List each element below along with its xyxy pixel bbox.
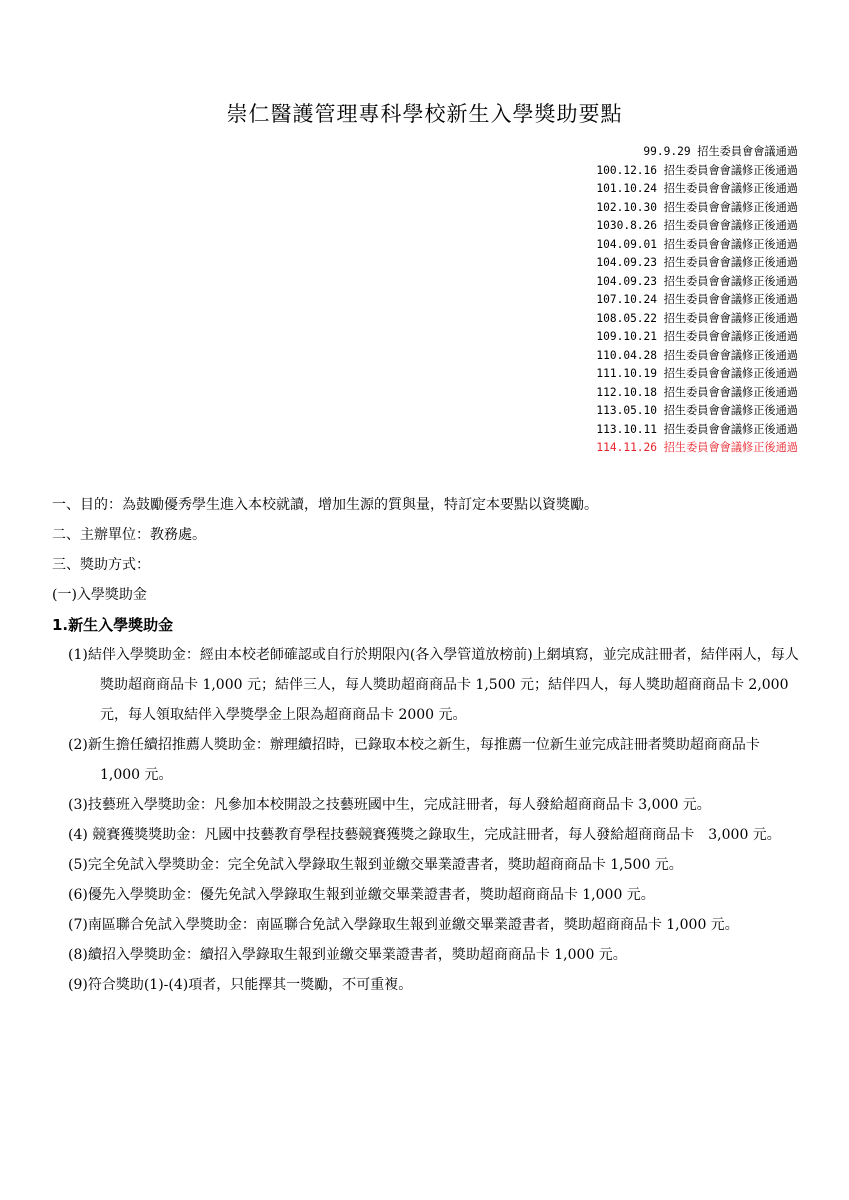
revision-entry: 104.09.23 招生委員會會議修正後通過: [596, 256, 798, 269]
revision-entry: 113.05.10 招生委員會會議修正後通過: [596, 404, 798, 417]
revision-entry: 102.10.30 招生委員會會議修正後通過: [596, 200, 798, 214]
list-item: (7)南區聯合免試入學獎助金：南區聯合免試入學錄取生報到並繳交畢業證書者，獎助超商商品卡 1,000 元。: [68, 917, 739, 933]
document-title: 崇仁醫護管理專科學校新生入學獎助要點: [226, 102, 623, 126]
revision-entry: 110.04.28 招生委員會會議修正後通過: [596, 348, 798, 362]
revision-entry: 101.10.24 招生委員會會議修正後通過: [596, 182, 798, 195]
list-item: (8)續招入學獎助金：續招入學錄取生報到並繳交畢業證書者，獎助超商商品卡 1,000 元。: [68, 947, 627, 963]
revision-entry: 104.09.01 招生委員會會議修正後通過: [596, 237, 798, 251]
list-item: (6)優先入學獎助金：優先免試入學錄取生報到並繳交畢業證書者，獎助超商商品卡 1,000 元。: [68, 887, 655, 903]
list-item: (5)完全免試入學獎助金：完全免試入學錄取生報到並繳交畢業證書者，獎助超商商品卡 1,500 元。: [68, 857, 683, 873]
revision-entry: 1030.8.26 招生委員會會議修正後通過: [596, 219, 798, 232]
revision-entry: 113.10.11 招生委員會會議修正後通過: [596, 422, 798, 436]
subsection-enrollment-grant: (一)入學獎助金: [52, 587, 147, 603]
revision-entry: 108.05.22 招生委員會會議修正後通過: [596, 311, 798, 325]
list-item: (3)技藝班入學獎助金：凡參加本校開設之技藝班國中生，完成註冊者，每人發給超商商品卡 3,000 元。: [68, 797, 711, 813]
revision-entry: 99.9.29 招生委員會會議通過: [643, 145, 798, 158]
list-item: (2)新生擔任續招推薦人獎助金：辦理續招時，已錄取本校之新生，每推薦一位新生並完成註冊者獎助超商商品卡 1,000 元。: [68, 737, 760, 783]
section-purpose: 一、目的：為鼓勵優秀學生進入本校就讀，增加生源的質與量，特訂定本要點以資獎勵。: [52, 497, 598, 513]
document-body: [52, 490, 804, 1000]
revision-entry: 104.09.23 招生委員會會議修正後通過: [596, 274, 798, 288]
revision-entry: 107.10.24 招生委員會會議修正後通過: [596, 293, 798, 306]
revision-entry: 112.10.18 招生委員會會議修正後通過: [596, 385, 798, 399]
revision-entry: 111.10.19 招生委員會會議修正後通過: [596, 367, 798, 380]
list-item: (9)符合獎助(1)-(4)項者，只能擇其一獎勵，不可重複。: [68, 977, 413, 993]
revision-entry-latest: 114.11.26 招生委員會會議修正後通過: [596, 441, 798, 454]
section-organizer: 二、主辦單位：教務處。: [52, 527, 206, 543]
heading-new-student-grant: 1.新生入學獎助金: [52, 616, 174, 634]
list-item: (1)結伴入學獎助金：經由本校老師確認或自行於期限內(各入學管道放榜前)上網填寫，並完成註冊者，結伴兩人，每人獎助超商商品卡 1,000 元；結伴三人，每人獎助超商商品卡 1,500 元；結伴四人，每人獎助超商商品卡 2,000 元，每人領取結伴入學獎學金上限為超商商品卡 2000 元。: [68, 647, 799, 723]
list-item: (4) 競賽獲獎獎助金：凡國中技藝教育學程技藝競賽獲獎之錄取生，完成註冊者，每人發給超商商品卡 3,000 元。: [68, 827, 781, 843]
revision-entry: 109.10.21 招生委員會會議修正後通過: [596, 330, 798, 343]
section-method: 三、獎助方式：: [52, 557, 150, 573]
revision-entry: 100.12.16 招生委員會會議修正後通過: [596, 163, 798, 177]
revision-history: [478, 143, 798, 458]
